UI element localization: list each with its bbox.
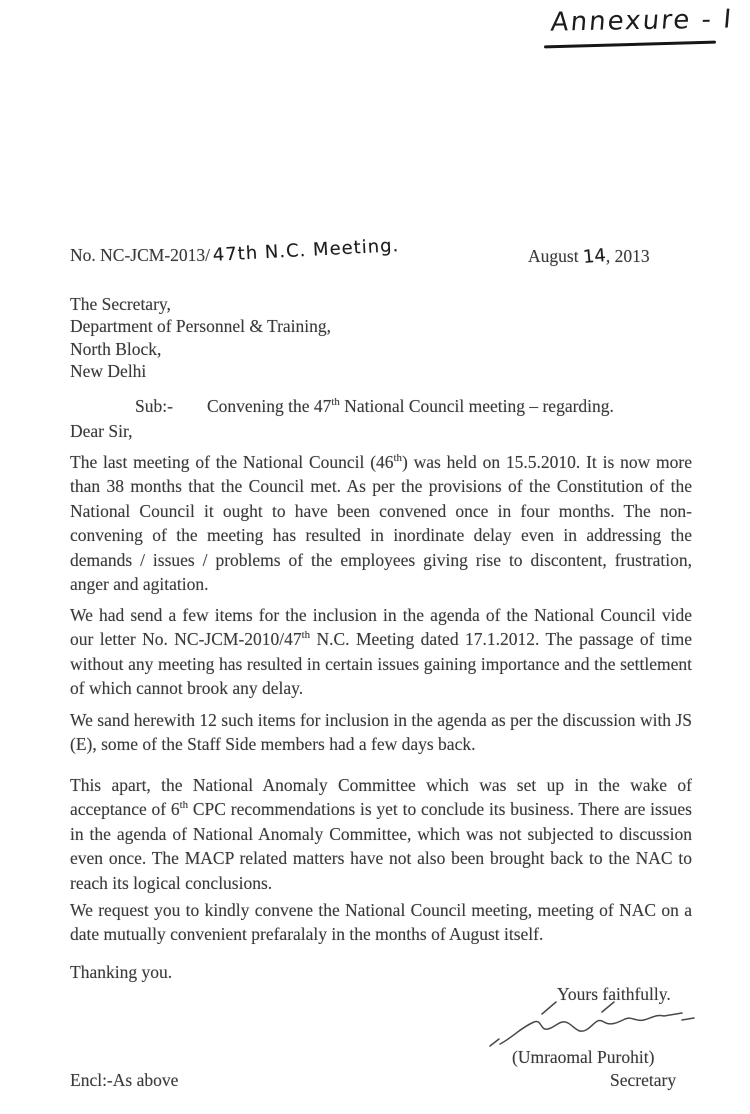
subject-text: Convening the 47th National Council meeting – regarding. [206, 396, 614, 416]
recipient-line: Department of Personnel & Training, [70, 316, 332, 337]
letter-date-month: August [528, 246, 583, 266]
superscript-ordinal: th [331, 396, 340, 409]
recipient-line: The Secretary, [70, 294, 171, 314]
subject-label: Sub:- [135, 396, 173, 416]
recipient-address [70, 293, 331, 382]
letter-date-day-handwritten: 14 [582, 245, 607, 268]
annexure-note: Annexure - I [549, 4, 735, 38]
letter-date [528, 246, 650, 267]
signature-icon [486, 1000, 696, 1050]
signatory-designation: Secretary [610, 1070, 677, 1090]
signatory-name: (Umraomal Purohit) [512, 1047, 655, 1067]
salutation: Dear Sir, [70, 421, 133, 441]
superscript-ordinal: th [301, 629, 311, 642]
letter-date-year: , 2013 [605, 246, 650, 266]
closing-thanks: Thanking you. [70, 962, 173, 982]
reference-number [70, 235, 400, 266]
superscript-ordinal: th [393, 452, 402, 465]
superscript-ordinal: th [179, 799, 189, 812]
reference-number-handwritten: 47th N.C. Meeting. [212, 235, 400, 266]
recipient-line: New Delhi [70, 360, 147, 381]
paragraph-3: We sand herewith 12 such items for inclusion in the agenda as per the discussion with JS (E), some of the Staff Side members had a few days back. [70, 710, 692, 755]
annexure-underline [544, 41, 716, 49]
closing-valediction: Yours faithfully. [557, 984, 671, 1004]
reference-number-printed: No. NC-JCM-2013/ [70, 245, 211, 265]
recipient-line: North Block, [70, 338, 162, 359]
paragraph-2: We had send a few items for the inclusion in the agenda of the National Council vide our letter No. NC-JCM-2010/47th N.C. Meeting dated 17.1.2012. The passage of time without any meeting has resulted in certain issues gaining importance and the settlement of which cannot brook any delay. [70, 605, 692, 699]
paragraph-5: We request you to kindly convene the National Council meeting, meeting of NAC on a date mutually convenient prefaralaly in the months of August itself. [70, 900, 692, 945]
enclosure-note: Encl:-As above [70, 1070, 179, 1090]
paragraph-4: This apart, the National Anomaly Committee which was set up in the wake of acceptance of 6th CPC recommendations is yet to conclude its business. There are issues in the agenda of National Anomaly Committee, which was not subjected to discussion even once. The MACP related matters have not also been brought back to the NAC to reach its logical conclusions. [70, 775, 692, 893]
subject-line [135, 396, 614, 417]
paragraph-1: The last meeting of the National Council (46th) was held on 15.5.2010. It is now more than 38 months that the Council met. As per the provisions of the Constitution of the National Council it ought to have been convened once in four months. The non-convening of the meeting has resulted in inordinate delay even in addressing the demands / issues / problems of the employees giving rise to discontent, frustration, anger and agitation. [70, 452, 692, 595]
